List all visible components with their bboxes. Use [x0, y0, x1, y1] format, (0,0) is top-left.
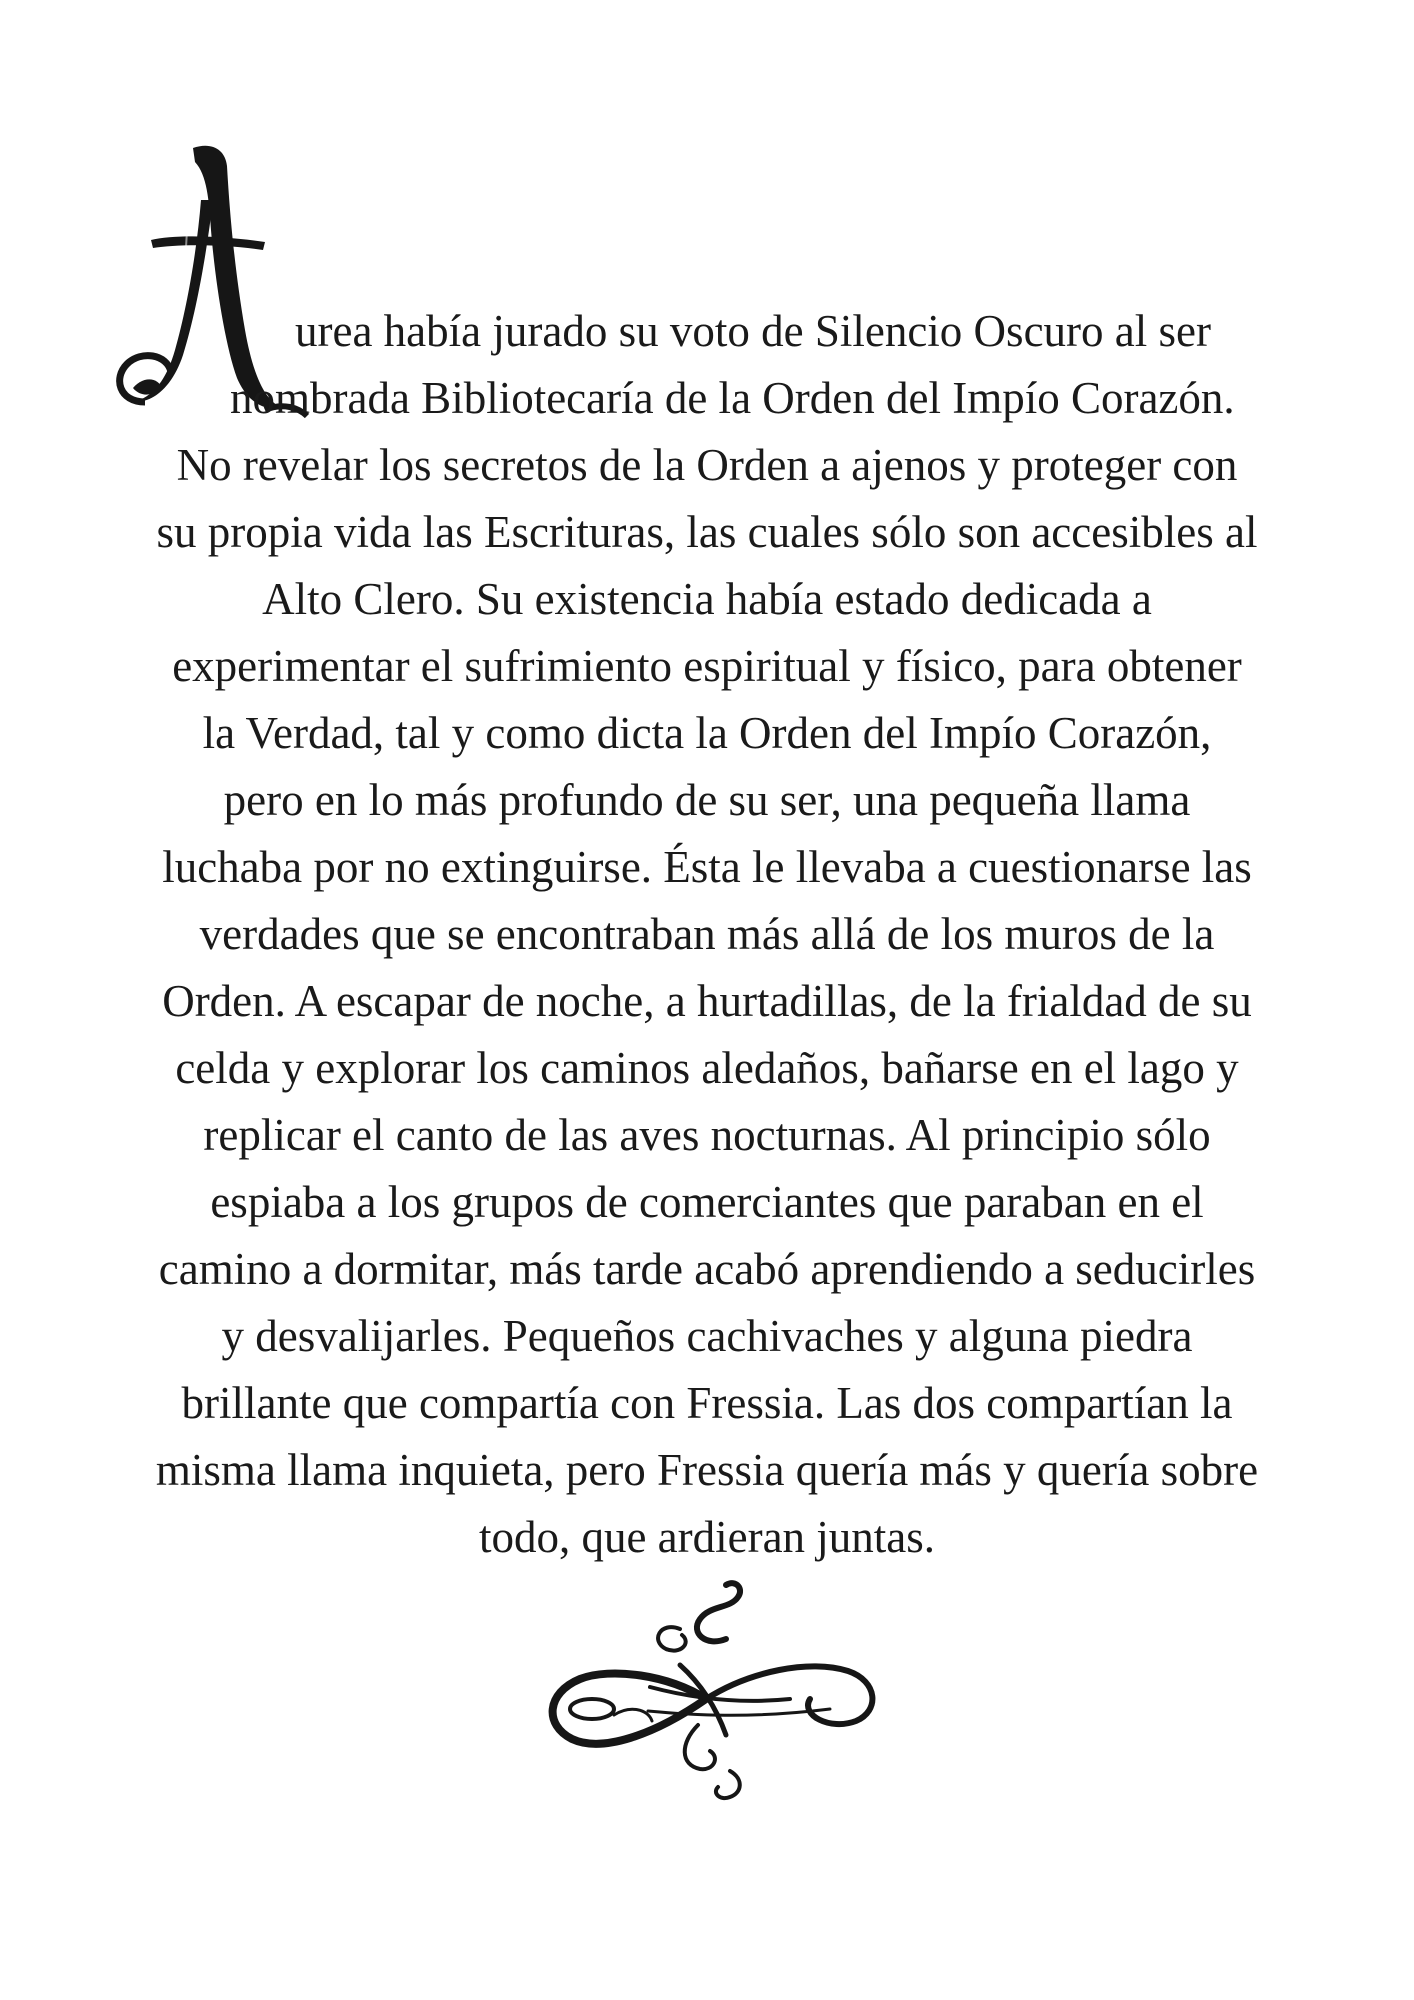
text-line: todo, que ardieran juntas.	[478, 1512, 936, 1562]
text-line: camino a dormitar, más tarde acabó aprendiendo a seducirles	[158, 1244, 1256, 1294]
text-line: celda y explorar los caminos aledaños, bañarse en el lago y	[175, 1043, 1239, 1093]
text-line: su propia vida las Escrituras, las cuales sólo son accesibles al	[156, 507, 1258, 557]
text-line: replicar el canto de las aves nocturnas. Al principio sólo	[203, 1110, 1211, 1160]
text-line: la Verdad, tal y como dicta la Orden del Impío Corazón,	[202, 708, 1212, 758]
text-line: No revelar los secretos de la Orden a ajenos y proteger con	[176, 440, 1238, 490]
text-line: pero en lo más profundo de su ser, una pequeña llama	[223, 775, 1191, 825]
text-line: brillante que compartía con Fressia. Las dos compartían la	[181, 1378, 1233, 1428]
text-line: experimentar el sufrimiento espiritual y físico, para obtener	[172, 641, 1242, 691]
text-line: Alto Clero. Su existencia había estado dedicada a	[262, 574, 1152, 624]
flourish-ornament-icon	[530, 1575, 890, 1815]
text-line: luchaba por no extinguirse. Ésta le llevaba a cuestionarse las	[162, 842, 1252, 892]
text-line: nombrada Bibliotecaría de la Orden del Impío Corazón.	[230, 373, 1235, 423]
text-line: urea había jurado su voto de Silencio Oscuro al ser	[295, 306, 1211, 356]
text-line: verdades que se encontraban más allá de los muros de la	[199, 909, 1215, 959]
text-line: espiaba a los grupos de comerciantes que paraban en el	[210, 1177, 1204, 1227]
text-line: y desvalijarles. Pequeños cachivaches y alguna piedra	[221, 1311, 1193, 1361]
text-line: Orden. A escapar de noche, a hurtadillas, de la frialdad de su	[162, 976, 1252, 1026]
text-line: misma llama inquieta, pero Fressia quería más y quería sobre	[155, 1445, 1259, 1495]
